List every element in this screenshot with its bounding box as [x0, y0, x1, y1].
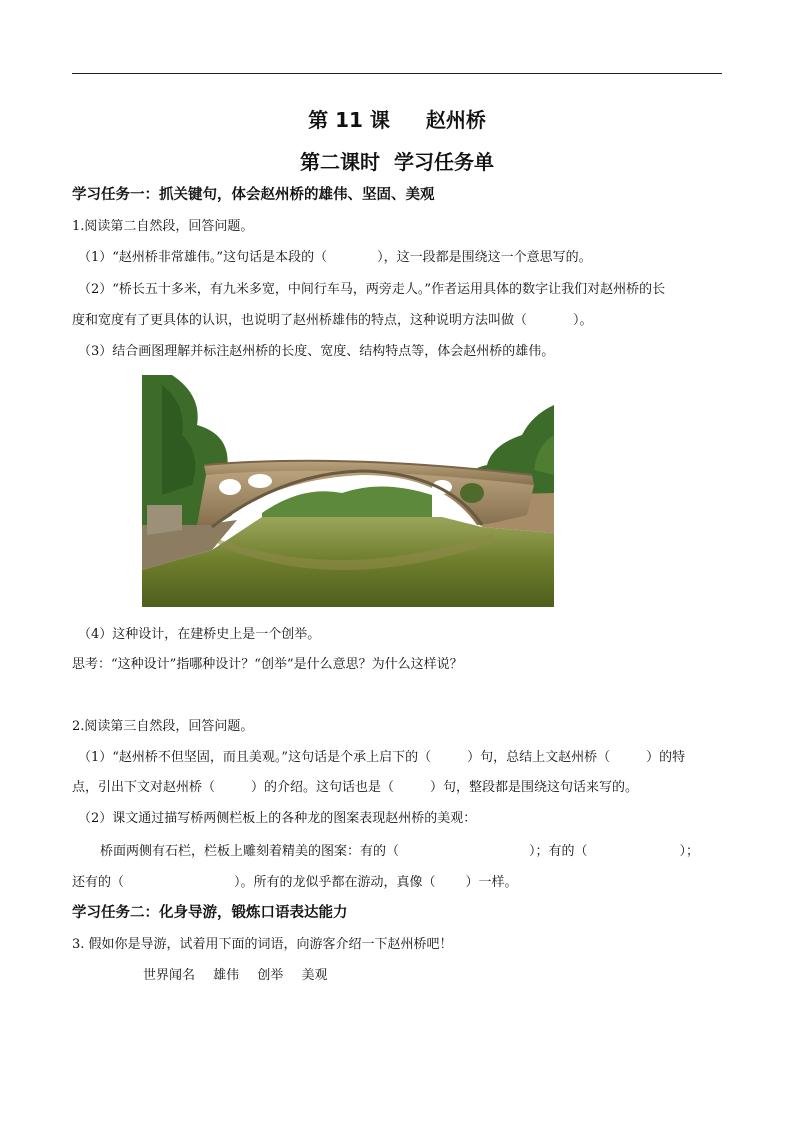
sheet-title: [0, 146, 794, 175]
lesson-number: 第 11 课: [308, 108, 390, 132]
fill-line-2: 还有的（ ）。所有的龙似乎都在游动，真像（ ）一样。: [72, 875, 518, 890]
word-item: 创举: [257, 968, 284, 983]
question-2-1b: 点，引出下文对赵州桥（ ）的介绍。这句话也是（ ）句，整段都是围绕这句话来写的。: [72, 780, 639, 795]
question-1-2b: 度和宽度有了更具体的认识，也说明了赵州桥雄伟的特点，这种说明方法叫做（ ）。: [72, 313, 593, 328]
think-prompt: 思考：“这种设计”指哪种设计？“创举”是什么意思？为什么这样说？: [72, 657, 463, 672]
header-rule: [72, 73, 722, 74]
session-label: 第二课时: [300, 150, 380, 174]
question-1-4: （4）这种设计，在建桥史上是一个创举。: [78, 627, 321, 642]
word-list: [143, 967, 794, 985]
task2-heading: 学习任务二：化身导游，锻炼口语表达能力: [72, 905, 348, 921]
word-item: 世界闻名: [143, 968, 196, 983]
zhaozhou-bridge-photo: [142, 375, 554, 607]
fill-line-1: 桥面两侧有石栏，栏板上雕刻着精美的图案：有的（ ）；有的（ ）；: [100, 844, 700, 859]
question-3: 3. 假如你是导游，试着用下面的词语，向游客介绍一下赵州桥吧！: [72, 937, 453, 952]
question-2: 2.阅读第三自然段，回答问题。: [72, 719, 254, 734]
question-1-3: （3）结合画图理解并标注赵州桥的长度、宽度、结构特点等，体会赵州桥的雄伟。: [78, 344, 555, 359]
lesson-name: 赵州桥: [425, 108, 486, 132]
question-1-1: （1）“赵州桥非常雄伟。”这句话是本段的（ ），这一段都是围绕这一个意思写的。: [78, 250, 592, 265]
task1-heading: 学习任务一：抓关键句，体会赵州桥的雄伟、坚固、美观: [72, 187, 435, 203]
question-1: 1.阅读第二自然段，回答问题。: [72, 219, 254, 234]
word-item: 雄伟: [213, 968, 240, 983]
question-2-1a: （1）“赵州桥不但坚固，而且美观。”这句话是个承上启下的（ ）句，总结上文赵州桥（ ）的特: [78, 750, 686, 765]
question-2-2: （2）课文通过描写桥两侧栏板上的各种龙的图案表现赵州桥的美观：: [78, 811, 477, 826]
lesson-title: [0, 104, 794, 133]
question-1-2a: （2）“桥长五十多米，有九米多宽，中间行车马，两旁走人。”作者运用具体的数字让我们对赵州桥的长: [78, 282, 666, 297]
word-item: 美观: [301, 968, 328, 983]
sheet-label: 学习任务单: [394, 150, 494, 174]
